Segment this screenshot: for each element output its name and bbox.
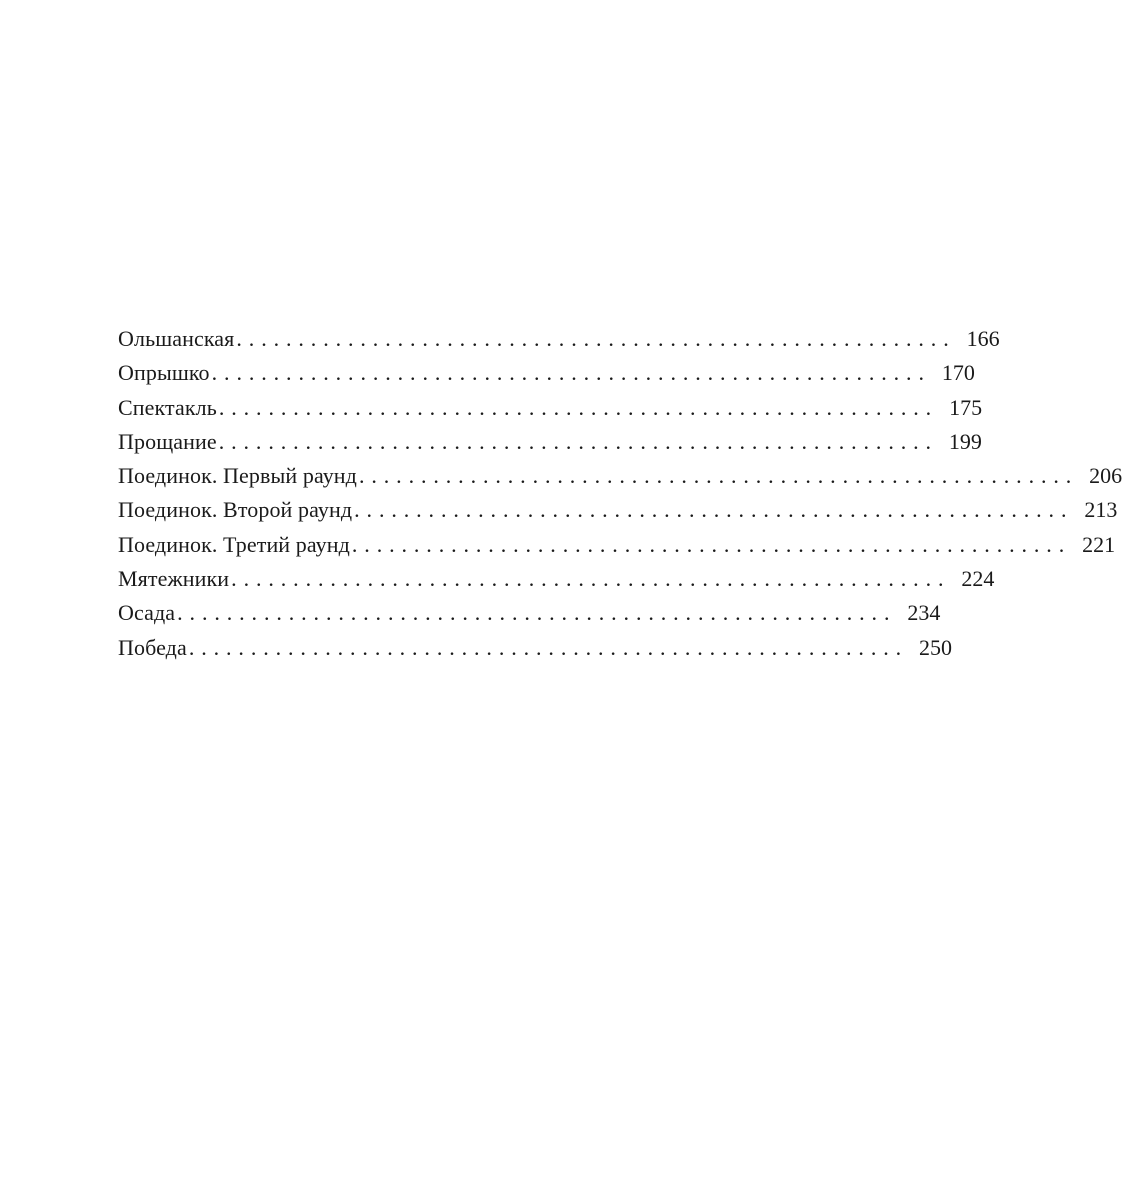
toc-dot-leader: .......................................................... — [358, 463, 1079, 489]
toc-dot-leader: .......................................................... — [236, 326, 956, 351]
toc-entry — [118, 356, 975, 390]
toc-entry — [118, 596, 941, 630]
toc-dot-leader: .......................................................... — [231, 566, 951, 592]
toc-entry-page: 166 — [966, 326, 1000, 351]
toc-dot-leader: .......................................................... — [218, 394, 939, 420]
toc-entry-title: Осада — [118, 600, 176, 626]
toc-dot-leader: .......................................................... — [351, 531, 1072, 557]
toc-dot-leader: .......................................................... — [188, 634, 909, 660]
toc-entry — [118, 493, 1118, 527]
toc-entry-title: Мятежники — [118, 566, 230, 592]
toc-dot-leader: .......................................................... — [211, 360, 931, 386]
toc-entry-title: Спектакль — [118, 394, 217, 420]
toc-entry-title: Опрышко — [118, 360, 210, 386]
toc-entry-page: 234 — [907, 600, 941, 626]
toc-entry-title: Поединок. Третий раунд — [118, 531, 350, 557]
toc-dot-leader: .......................................................... — [354, 497, 1074, 523]
toc-entry — [118, 425, 982, 459]
toc-dot-leader: .......................................................... — [218, 428, 938, 454]
table-of-contents — [118, 322, 1122, 665]
toc-entry-page: 213 — [1084, 497, 1118, 523]
toc-entry-title: Прощание — [118, 428, 217, 454]
toc-entry — [118, 528, 1116, 562]
toc-entry — [118, 631, 953, 665]
toc-entry-page: 224 — [961, 566, 995, 592]
toc-entry-title: Поединок. Второй раунд — [118, 497, 353, 523]
toc-entry-page: 250 — [919, 634, 953, 660]
toc-entry-page: 175 — [949, 394, 983, 420]
toc-entry-page: 221 — [1082, 531, 1116, 557]
toc-entry — [118, 459, 1122, 493]
toc-entry-page: 170 — [941, 360, 975, 386]
toc-entry-page: 199 — [948, 428, 982, 454]
toc-entry — [118, 322, 1000, 356]
toc-entry-title: Победа — [118, 634, 187, 660]
toc-entry-title: Поединок. Первый раунд — [118, 463, 357, 489]
toc-entry — [118, 562, 995, 596]
toc-entry-page: 206 — [1089, 463, 1122, 489]
toc-entry — [118, 391, 983, 425]
toc-dot-leader: .......................................................... — [177, 600, 897, 626]
toc-entry-title: Ольшанская — [118, 326, 235, 351]
